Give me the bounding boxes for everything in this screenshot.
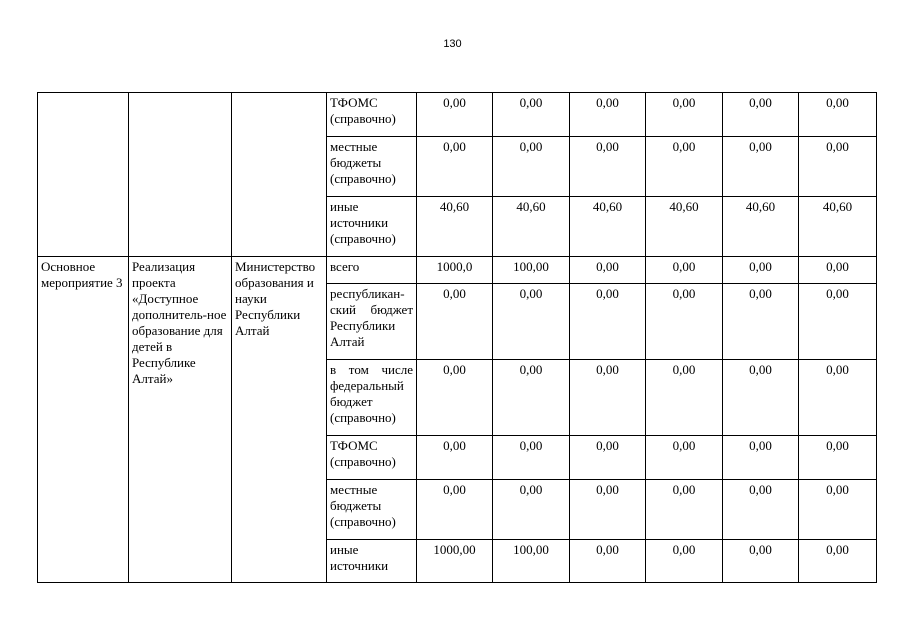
funding-source: в том числе федеральный бюджет (справочно) [327,360,417,436]
amount-cell: 0,00 [723,436,799,480]
amount-cell: 0,00 [723,360,799,436]
budget-table [37,92,877,583]
amount-cell: 0,00 [723,480,799,540]
amount-cell: 1000,0 [417,257,493,284]
amount-cell: 100,00 [493,257,570,284]
amount-cell: 0,00 [646,436,723,480]
funding-source: ТФОМС (справочно) [327,93,417,137]
empty-cell [38,93,129,257]
amount-cell: 40,60 [799,197,877,257]
amount-cell: 0,00 [417,284,493,360]
amount-cell: 0,00 [570,436,646,480]
funding-source: ТФОМС (справочно) [327,436,417,480]
amount-cell: 100,00 [493,540,570,583]
amount-cell: 0,00 [646,137,723,197]
funding-source: местные бюджеты (справочно) [327,480,417,540]
amount-cell: 0,00 [493,480,570,540]
funding-source: иные источники (справочно) [327,197,417,257]
amount-cell: 0,00 [493,284,570,360]
amount-cell: 0,00 [723,284,799,360]
amount-cell: 0,00 [799,257,877,284]
amount-cell: 0,00 [646,257,723,284]
amount-cell: 0,00 [646,540,723,583]
amount-cell: 40,60 [723,197,799,257]
table-row [38,257,877,284]
amount-cell: 40,60 [570,197,646,257]
amount-cell: 0,00 [799,284,877,360]
empty-cell [129,93,232,257]
amount-cell: 0,00 [799,436,877,480]
amount-cell: 0,00 [799,480,877,540]
amount-cell: 0,00 [799,360,877,436]
amount-cell: 0,00 [799,540,877,583]
amount-cell: 0,00 [493,360,570,436]
amount-cell: 0,00 [570,93,646,137]
amount-cell: 0,00 [646,360,723,436]
amount-cell: 1000,00 [417,540,493,583]
measure-name: Основное мероприятие 3 [38,257,129,583]
funding-source: иные источники [327,540,417,583]
amount-cell: 0,00 [417,360,493,436]
amount-cell: 0,00 [417,93,493,137]
amount-cell: 0,00 [646,480,723,540]
amount-cell: 0,00 [493,436,570,480]
measure-executor: Министерство образования и науки Республики Алтай [232,257,327,583]
amount-cell: 0,00 [723,93,799,137]
amount-cell: 0,00 [493,93,570,137]
amount-cell: 0,00 [417,137,493,197]
amount-cell: 0,00 [646,93,723,137]
page-number: 130 [443,38,462,50]
table-row [38,93,877,137]
amount-cell: 0,00 [570,480,646,540]
amount-cell: 0,00 [417,480,493,540]
amount-cell: 0,00 [646,284,723,360]
measure-title: Реализация проекта «Доступное дополнитель-ное образование для детей в Республике Алтай» [129,257,232,583]
amount-cell: 0,00 [570,137,646,197]
amount-cell: 0,00 [570,284,646,360]
amount-cell: 0,00 [723,540,799,583]
amount-cell: 0,00 [799,137,877,197]
amount-cell: 0,00 [570,540,646,583]
amount-cell: 0,00 [493,137,570,197]
amount-cell: 0,00 [570,360,646,436]
funding-source: местные бюджеты (справочно) [327,137,417,197]
amount-cell: 40,60 [646,197,723,257]
amount-cell: 0,00 [570,257,646,284]
funding-source: республикан-ский бюджет Республики Алтай [327,284,417,360]
funding-source: всего [327,257,417,284]
amount-cell: 40,60 [493,197,570,257]
amount-cell: 40,60 [417,197,493,257]
amount-cell: 0,00 [799,93,877,137]
amount-cell: 0,00 [723,137,799,197]
amount-cell: 0,00 [417,436,493,480]
amount-cell: 0,00 [723,257,799,284]
empty-cell [232,93,327,257]
